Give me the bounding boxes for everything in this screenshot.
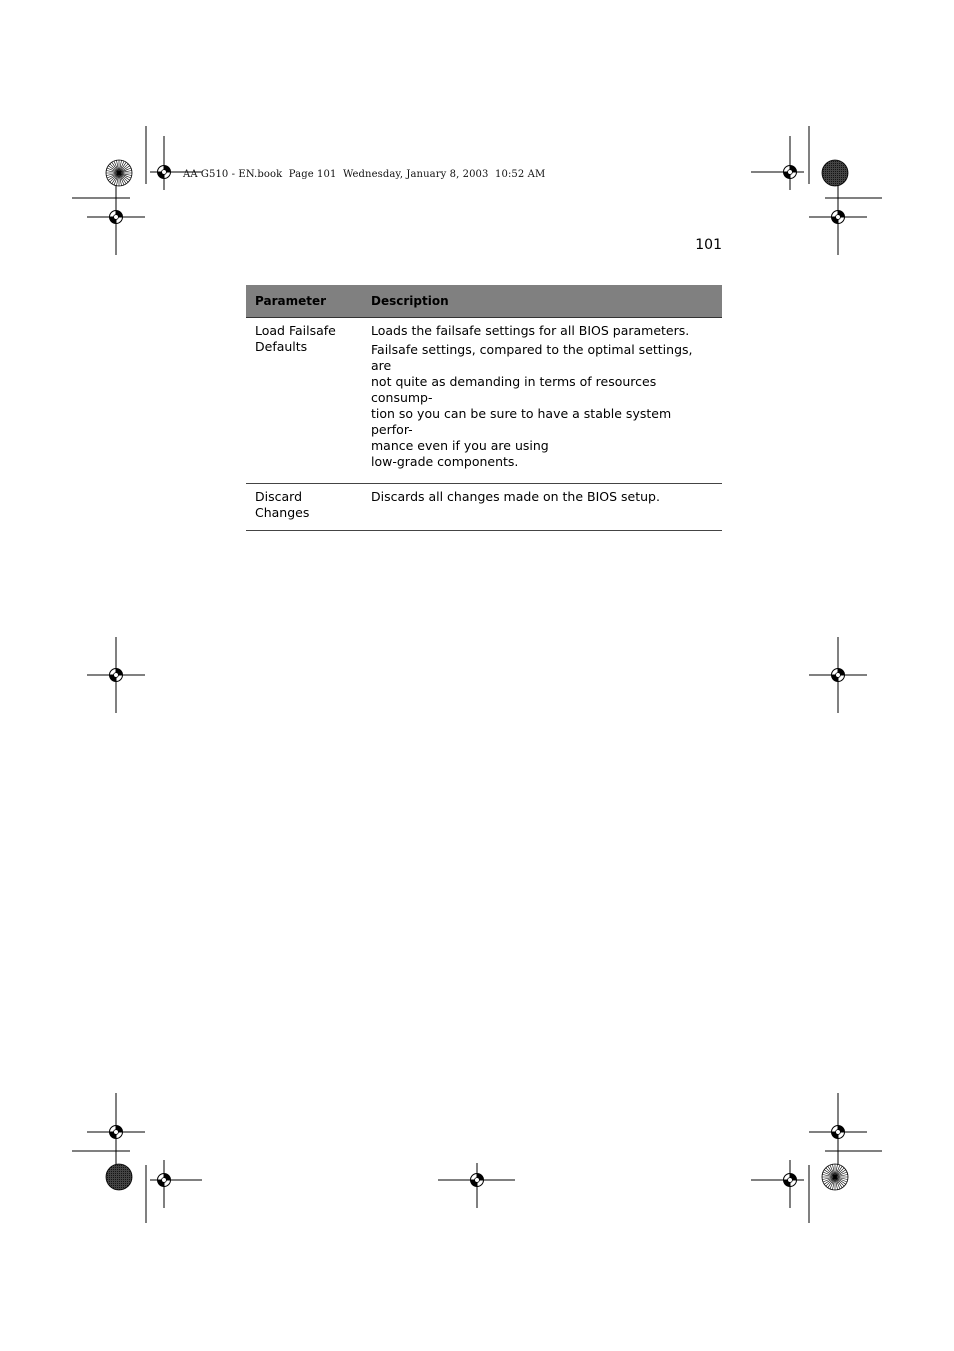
parameter-line: Discard [255,489,302,504]
parameter-line: Defaults [255,339,308,354]
parameter-cell [246,484,362,531]
description-cell [362,484,722,531]
column-header-description: Description [362,285,722,318]
table-row [246,484,722,531]
print-slug: AA G510 - EN.book Page 101 Wednesday, January 8, 2003 10:52 AM [183,169,546,180]
description-line: mance even if you are using [371,438,549,453]
parameter-table [246,285,722,531]
table-row [246,318,722,484]
column-header-parameter: Parameter [246,285,362,318]
page-number: 101 [695,237,722,253]
parameter-line: Load Failsafe [255,323,336,338]
parameter-line: Changes [255,505,310,520]
parameter-cell [246,318,362,484]
description-line: Discards all changes made on the BIOS setup. [371,489,660,504]
description-line: low-grade components. [371,454,519,469]
table-header-row [246,285,722,318]
description-line: Loads the failsafe settings for all BIOS parameters. [371,323,690,338]
description-cell [362,318,722,484]
description-paragraph [371,342,713,470]
description-line: tion so you can be sure to have a stable system perfor- [371,406,672,437]
description-paragraph [371,323,713,339]
description-line: not quite as demanding in terms of resources consump- [371,374,657,405]
description-line: Failsafe settings, compared to the optimal settings, are [371,342,693,373]
description-paragraph [371,489,713,505]
